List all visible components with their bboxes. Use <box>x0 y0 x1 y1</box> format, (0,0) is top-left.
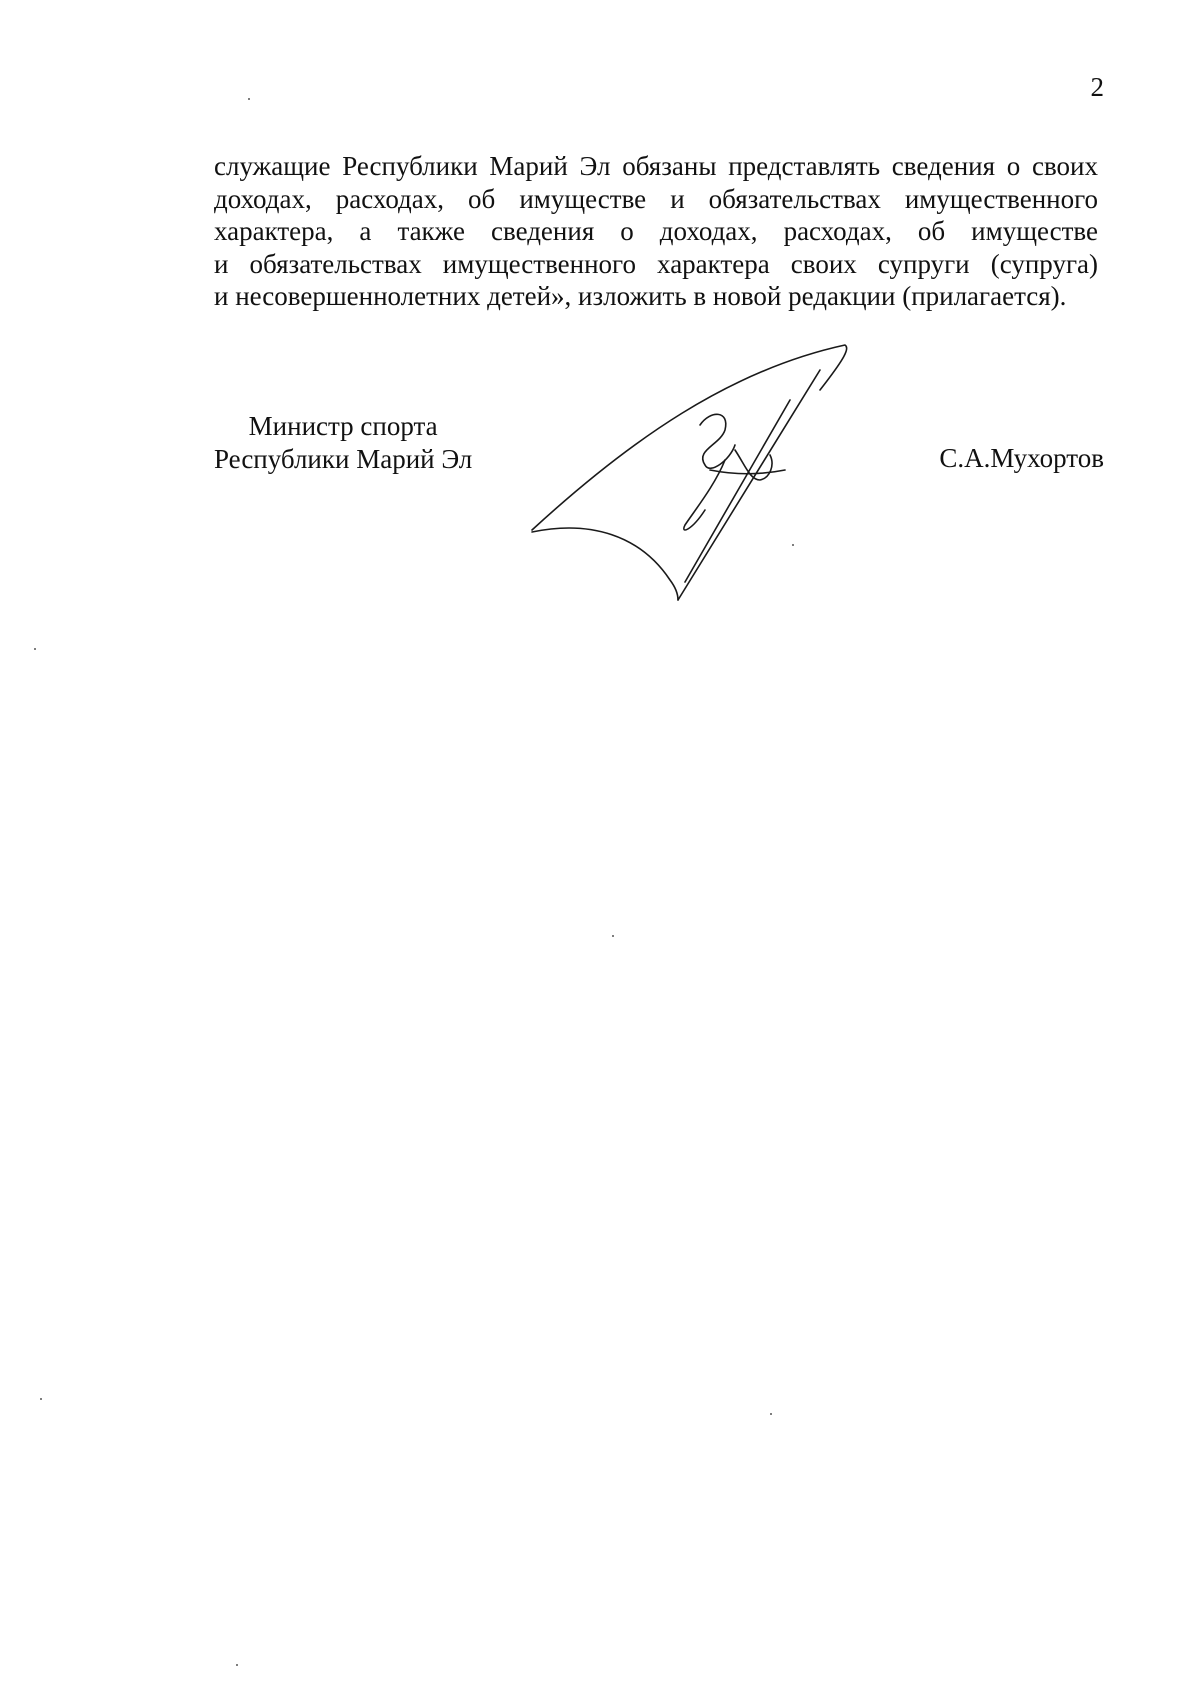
scan-speck <box>792 544 794 546</box>
signer-title-line-2: Республики Марий Эл <box>214 443 473 474</box>
scan-speck <box>40 1398 42 1400</box>
scan-speck <box>612 935 614 937</box>
page-number: 2 <box>1090 72 1104 102</box>
signer-name: С.А.Мухортов <box>939 443 1104 473</box>
signer-title-line-1: Министр спорта <box>248 411 438 441</box>
handwritten-signature-icon <box>520 330 850 610</box>
scan-speck <box>236 1664 238 1666</box>
body-line: доходах, расходах, об имуществе и обязательствах имущественного <box>214 183 1098 214</box>
scan-speck <box>770 1413 772 1415</box>
body-line: и обязательствах имущественного характера своих супруги (супруга) <box>214 248 1098 279</box>
body-line: служащие Республики Марий Эл обязаны представлять сведения о своих <box>214 151 1098 181</box>
body-paragraph <box>214 150 1098 313</box>
signer-title <box>214 410 472 475</box>
body-line: характера, а также сведения о доходах, расходах, об имуществе <box>214 216 1098 246</box>
body-line: и несовершеннолетних детей», изложить в новой редакции (прилагается). <box>214 281 1067 311</box>
scan-speck <box>248 98 250 100</box>
scan-speck <box>34 648 36 650</box>
